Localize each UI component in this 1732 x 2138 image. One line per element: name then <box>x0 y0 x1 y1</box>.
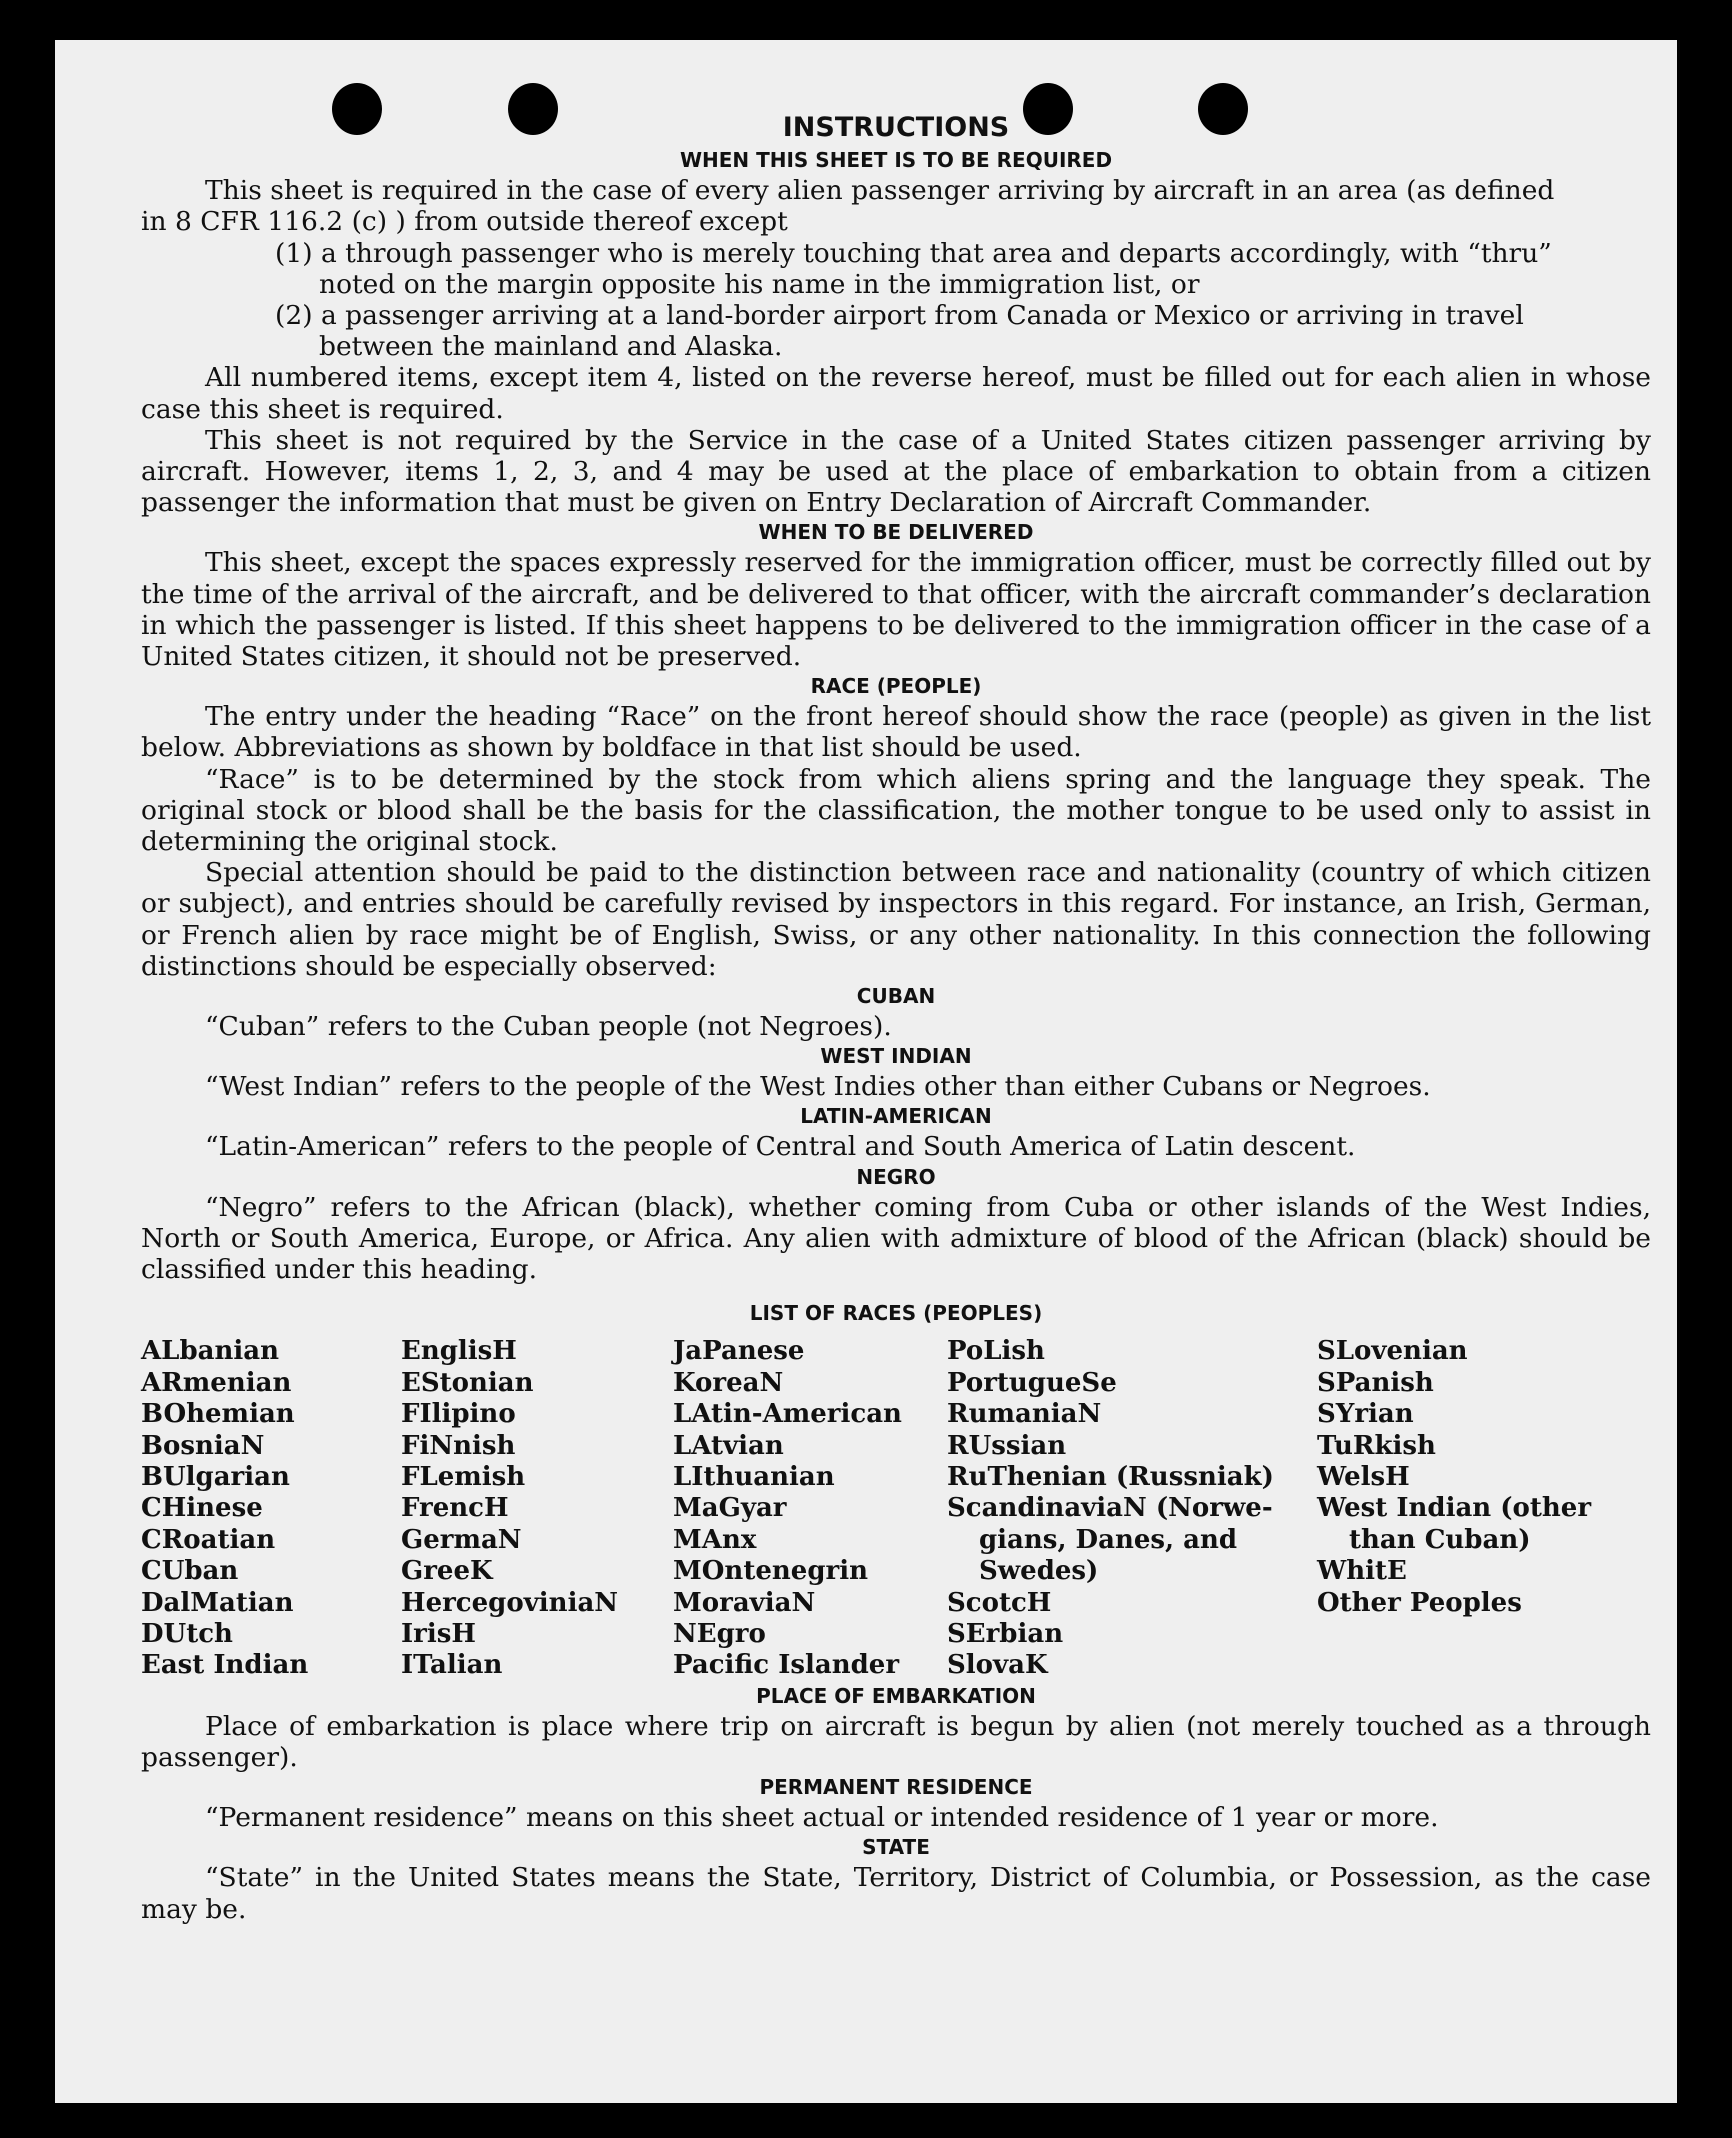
heading-list-of-races: LIST OF RACES (PEOPLES) <box>749 1301 1043 1326</box>
race-entry: East Indian <box>141 1650 309 1681</box>
heading-cuban: CUBAN <box>856 984 936 1009</box>
race-entry: FLemish <box>401 1461 526 1492</box>
race-entry-continuation: gians, Danes, and <box>979 1524 1238 1555</box>
race-entry: FIlipino <box>401 1399 516 1430</box>
heading-state: STATE <box>862 1835 930 1860</box>
race-entry: FrencH <box>401 1493 509 1524</box>
race-entry: ITalian <box>401 1650 503 1681</box>
race-entry: LAtin-American <box>673 1399 902 1430</box>
paragraph-race-2: “Race” is to be determined by the stock from which aliens spring and the language they speak. The original stock or blood shall be the basis for the classification, the mother tongue to be used only to assist in determining the original stock. <box>141 763 1651 858</box>
paragraph-numbered-items: All numbered items, except item 4, listed on the reverse hereof, must be filled out for each alien in whose case this sheet is required. <box>141 362 1651 425</box>
race-entry: WhitE <box>1317 1556 1407 1587</box>
race-entry: WelsH <box>1317 1461 1410 1492</box>
race-entry: HercegoviniaN <box>401 1587 619 1618</box>
races-column-5 <box>1317 1336 1617 1681</box>
race-entry: NEgro <box>673 1618 766 1649</box>
intro-line-2: in 8 CFR 116.2 (c) ) from outside thereof except <box>141 206 788 238</box>
exception-item-1: (1) a through passenger who is merely touching that area and departs accordingly, with “thru” noted on the margin opposite his name in the immigration list, or <box>275 237 1552 300</box>
race-entry: SLovenian <box>1317 1336 1468 1367</box>
race-entry: KoreaN <box>673 1367 784 1398</box>
race-entry: MAnx <box>673 1524 757 1555</box>
document-sheet <box>55 40 1677 2103</box>
race-entry: CRoatian <box>141 1524 276 1555</box>
race-entry: EnglisH <box>401 1336 517 1367</box>
races-column-4 <box>947 1336 1317 1681</box>
race-entry: West Indian (other <box>1317 1493 1592 1524</box>
race-entry: TuRkish <box>1317 1430 1436 1461</box>
race-entry: ScandinaviaN (Norwe- <box>947 1493 1273 1524</box>
race-entry: DUtch <box>141 1618 233 1649</box>
race-entry: SErbian <box>947 1618 1064 1649</box>
paragraph-citizen: This sheet is not required by the Service in the case of a United States citizen passenger arriving by aircraft. However, items 1, 2, 3, and 4 may be used at the place of embarkation to obtain from a citizen passenger the information that must be given on Entry Declaration of Aircraft Commander. <box>141 424 1651 519</box>
race-entry: EStonian <box>401 1367 534 1398</box>
heading-race: RACE (PEOPLE) <box>810 674 982 699</box>
race-entry: BosniaN <box>141 1430 265 1461</box>
paragraph-delivery: This sheet, except the spaces expressly reserved for the immigration officer, must be correctly filled out by the time of the arrival of the aircraft, and be delivered to that officer, with the aircraft commander’s declaration in which the passenger is listed. If this sheet happens to be delivered to the immigration officer in the case of a United States citizen, it should not be preserved. <box>141 547 1651 673</box>
race-entry: ALbanian <box>141 1336 280 1367</box>
exception-item-2: (2) a passenger arriving at a land-border airport from Canada or Mexico or arriving in travel between the mainland and Alaska. <box>275 300 1524 363</box>
paragraph-west-indian: “West Indian” refers to the people of the West Indies other than either Cubans or Negroes. <box>205 1071 1431 1103</box>
race-entry: MoraviaN <box>673 1587 816 1618</box>
race-entry: GreeK <box>401 1556 493 1587</box>
race-entry: IrisH <box>401 1618 476 1649</box>
race-entry: MOntenegrin <box>673 1556 868 1587</box>
paragraph-cuban: “Cuban” refers to the Cuban people (not Negroes). <box>205 1011 892 1043</box>
races-column-3 <box>673 1336 947 1681</box>
paragraph-negro: “Negro” refers to the African (black), whether coming from Cuba or other islands of the West Indies, North or South America, Europe, or Africa. Any alien with admixture of blood of the African (black) should be classified under this heading. <box>141 1191 1651 1286</box>
race-entry: LAtvian <box>673 1430 784 1461</box>
heading-place-of-embarkation: PLACE OF EMBARKATION <box>756 1683 1036 1708</box>
race-entry: DalMatian <box>141 1587 294 1618</box>
race-entry: RumaniaN <box>947 1399 1102 1430</box>
race-entry: PoLish <box>947 1336 1045 1367</box>
race-entry: JaPanese <box>673 1336 805 1367</box>
instructions-content <box>141 112 1651 1925</box>
race-entry: SYrian <box>1317 1399 1414 1430</box>
races-column-1 <box>141 1336 401 1681</box>
race-entry-continuation: than Cuban) <box>1349 1524 1531 1555</box>
paragraph-permanent-residence: “Permanent residence” means on this sheet actual or intended residence of 1 year or more. <box>205 1802 1439 1834</box>
paragraph-race-1: The entry under the heading “Race” on the front hereof should show the race (people) as given in the list below. Abbreviations as shown by boldface in that list should be used. <box>141 701 1651 764</box>
heading-west-indian: WEST INDIAN <box>820 1044 972 1069</box>
race-entry: ARmenian <box>141 1367 292 1398</box>
intro-line-1: This sheet is required in the case of every alien passenger arriving by aircraft in an area (as defined <box>205 175 1555 207</box>
race-entry-continuation: Swedes) <box>979 1556 1099 1587</box>
races-list <box>141 1336 1651 1681</box>
race-entry: SlovaK <box>947 1650 1048 1681</box>
page-title: INSTRUCTIONS <box>782 112 1010 143</box>
race-entry: MaGyar <box>673 1493 787 1524</box>
races-column-2 <box>401 1336 673 1681</box>
paragraph-place-of-embarkation: Place of embarkation is place where trip on aircraft is begun by alien (not merely touched as a through passenger). <box>141 1710 1651 1773</box>
heading-negro: NEGRO <box>856 1164 936 1189</box>
race-entry: Pacific Islander <box>673 1650 900 1681</box>
race-entry: CUban <box>141 1556 239 1587</box>
heading-when-required: WHEN THIS SHEET IS TO BE REQUIRED <box>679 148 1113 173</box>
race-entry: RuThenian (Russniak) <box>947 1461 1274 1492</box>
heading-permanent-residence: PERMANENT RESIDENCE <box>759 1775 1033 1800</box>
race-entry: BOhemian <box>141 1399 295 1430</box>
heading-latin-american: LATIN-AMERICAN <box>800 1104 992 1129</box>
paragraph-latin-american: “Latin-American” refers to the people of Central and South America of Latin descent. <box>205 1131 1356 1163</box>
race-entry: GermaN <box>401 1524 522 1555</box>
race-entry: PortugueSe <box>947 1367 1117 1398</box>
race-entry: Other Peoples <box>1317 1587 1522 1618</box>
paragraph-race-3: Special attention should be paid to the distinction between race and nationality (country of which citizen or subject), and entries should be carefully revised by inspectors in this regard. For instance, an Irish, German, or French alien by race might be of English, Swiss, or any other nationality. In this connection the following distinctions should be especially observed: <box>141 857 1651 982</box>
race-entry: SPanish <box>1317 1367 1434 1398</box>
race-entry: FiNnish <box>401 1430 516 1461</box>
paragraph-state: “State” in the United States means the State, Territory, District of Columbia, or Possession, as the case may be. <box>141 1862 1651 1925</box>
race-entry: CHinese <box>141 1493 263 1524</box>
race-entry: LIthuanian <box>673 1461 835 1492</box>
heading-when-delivered: WHEN TO BE DELIVERED <box>758 520 1034 545</box>
race-entry: ScotcH <box>947 1587 1052 1618</box>
race-entry: BUlgarian <box>141 1461 290 1492</box>
race-entry: RUssian <box>947 1430 1067 1461</box>
